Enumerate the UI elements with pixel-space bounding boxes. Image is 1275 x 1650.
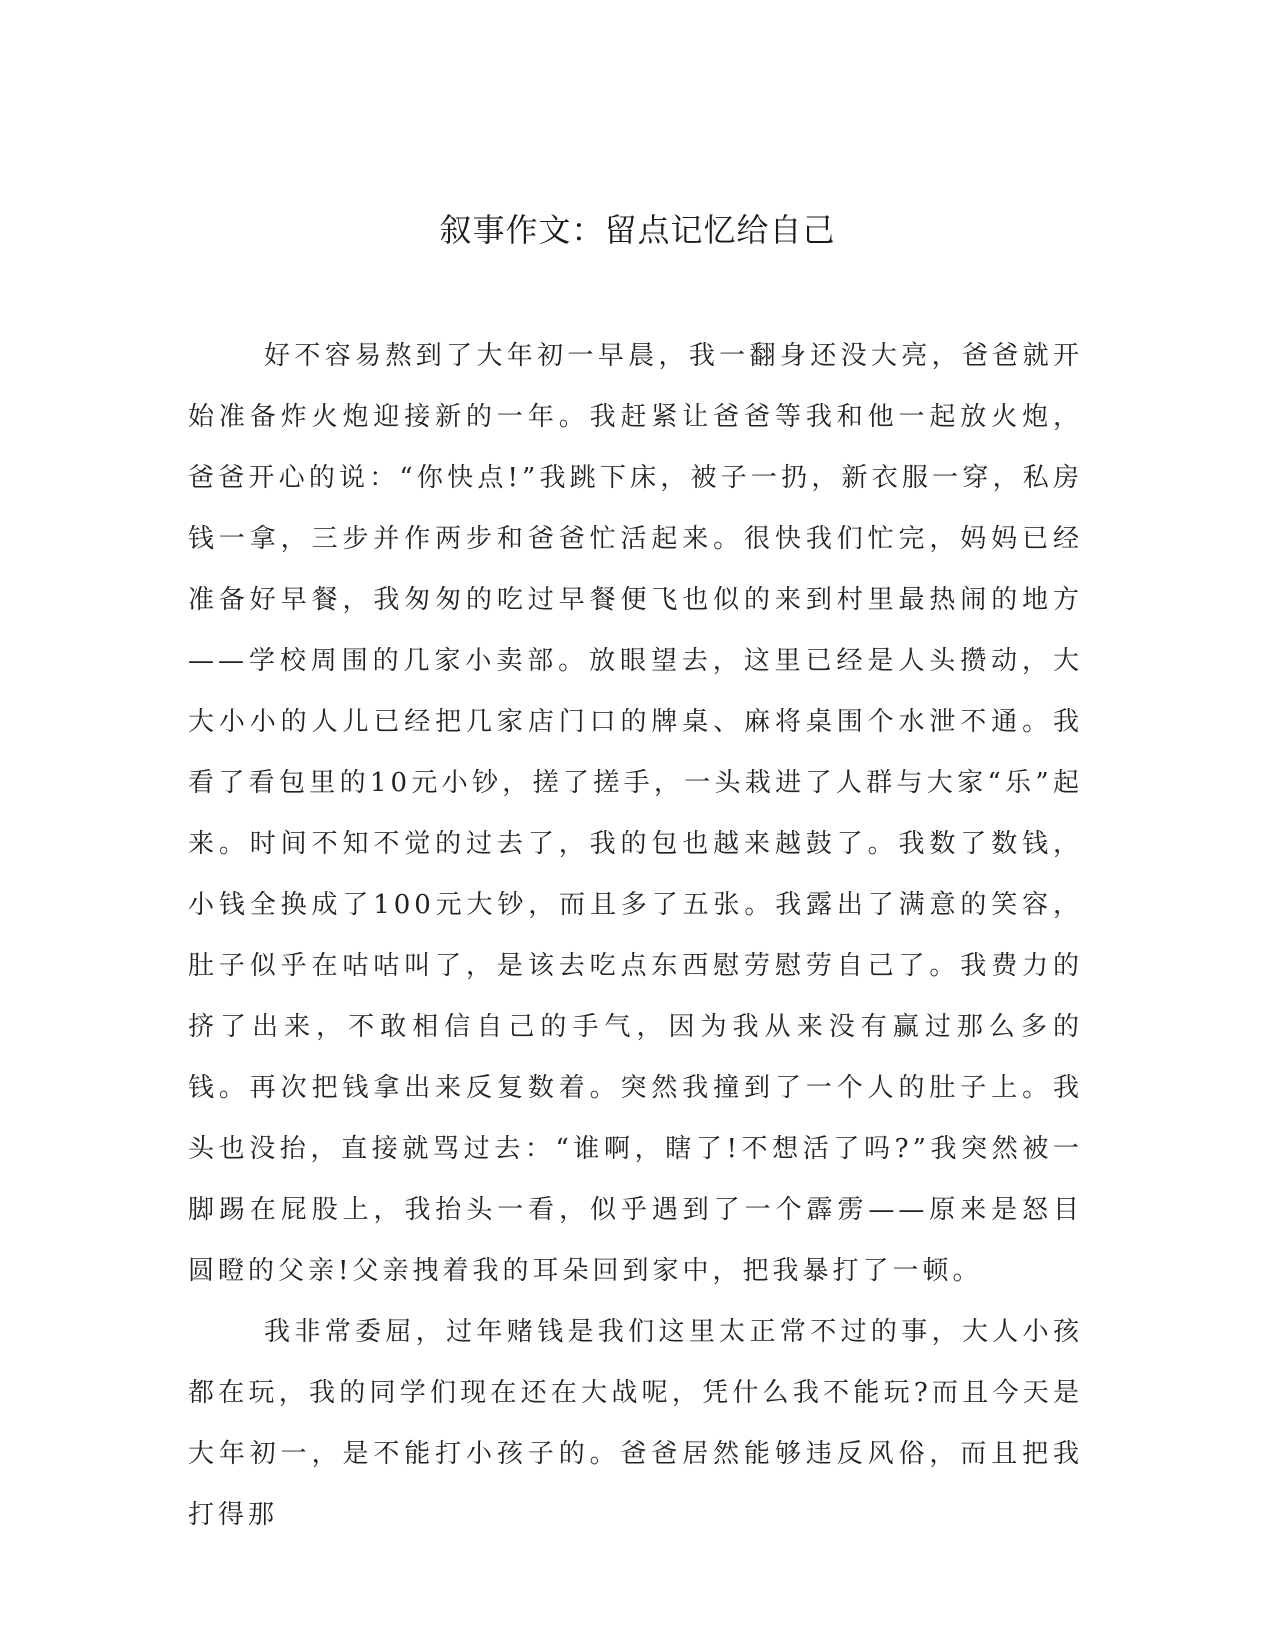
document-title: 叙事作文：留点记忆给自己 <box>439 211 836 249</box>
paragraph-2: 我非常委屈，过年赌钱是我们这里太正常不过的事，大人小孩都在玩，我的同学们现在还在大战呢，凭什么我不能玩?而且今天是大年初一，是不能打小孩子的。爸爸居然能够违反风俗，而且把我打得那 <box>188 1317 1083 1530</box>
document-body <box>188 326 1083 1546</box>
paragraph-1: 好不容易熬到了大年初一早晨，我一翻身还没大亮，爸爸就开始准备炸火炮迎接新的一年。我赶紧让爸爸等我和他一起放火炮，爸爸开心的说：“你快点!”我跳下床，被子一扔，新衣服一穿，私房钱一拿，三步并作两步和爸爸忙活起来。很快我们忙完，妈妈已经准备好早餐，我匆匆的吃过早餐便飞也似的来到村里最热闹的地方——学校周围的几家小卖部。放眼望去，这里已经是人头攒动，大大小小的人儿已经把几家店门口的牌桌、麻将桌围个水泄不通。我看了看包里的10元小钞，搓了搓手，一头栽进了人群与大家“乐”起来。时间不知不觉的过去了，我的包也越来越鼓了。我数了数钱，小钱全换成了100元大钞，而且多了五张。我露出了满意的笑容，肚子似乎在咕咕叫了，是该去吃点东西慰劳慰劳自己了。我费力的挤了出来，不敢相信自己的手气，因为我从来没有赢过那么多的钱。再次把钱拿出来反复数着。突然我撞到了一个人的肚子上。我头也没抬，直接就骂过去：“谁啊，瞎了!不想活了吗?”我突然被一脚踢在屁股上，我抬头一看，似乎遇到了一个霹雳——原来是怒目圆瞪的父亲!父亲拽着我的耳朵回到家中，把我暴打了一顿。 <box>188 341 1083 1286</box>
